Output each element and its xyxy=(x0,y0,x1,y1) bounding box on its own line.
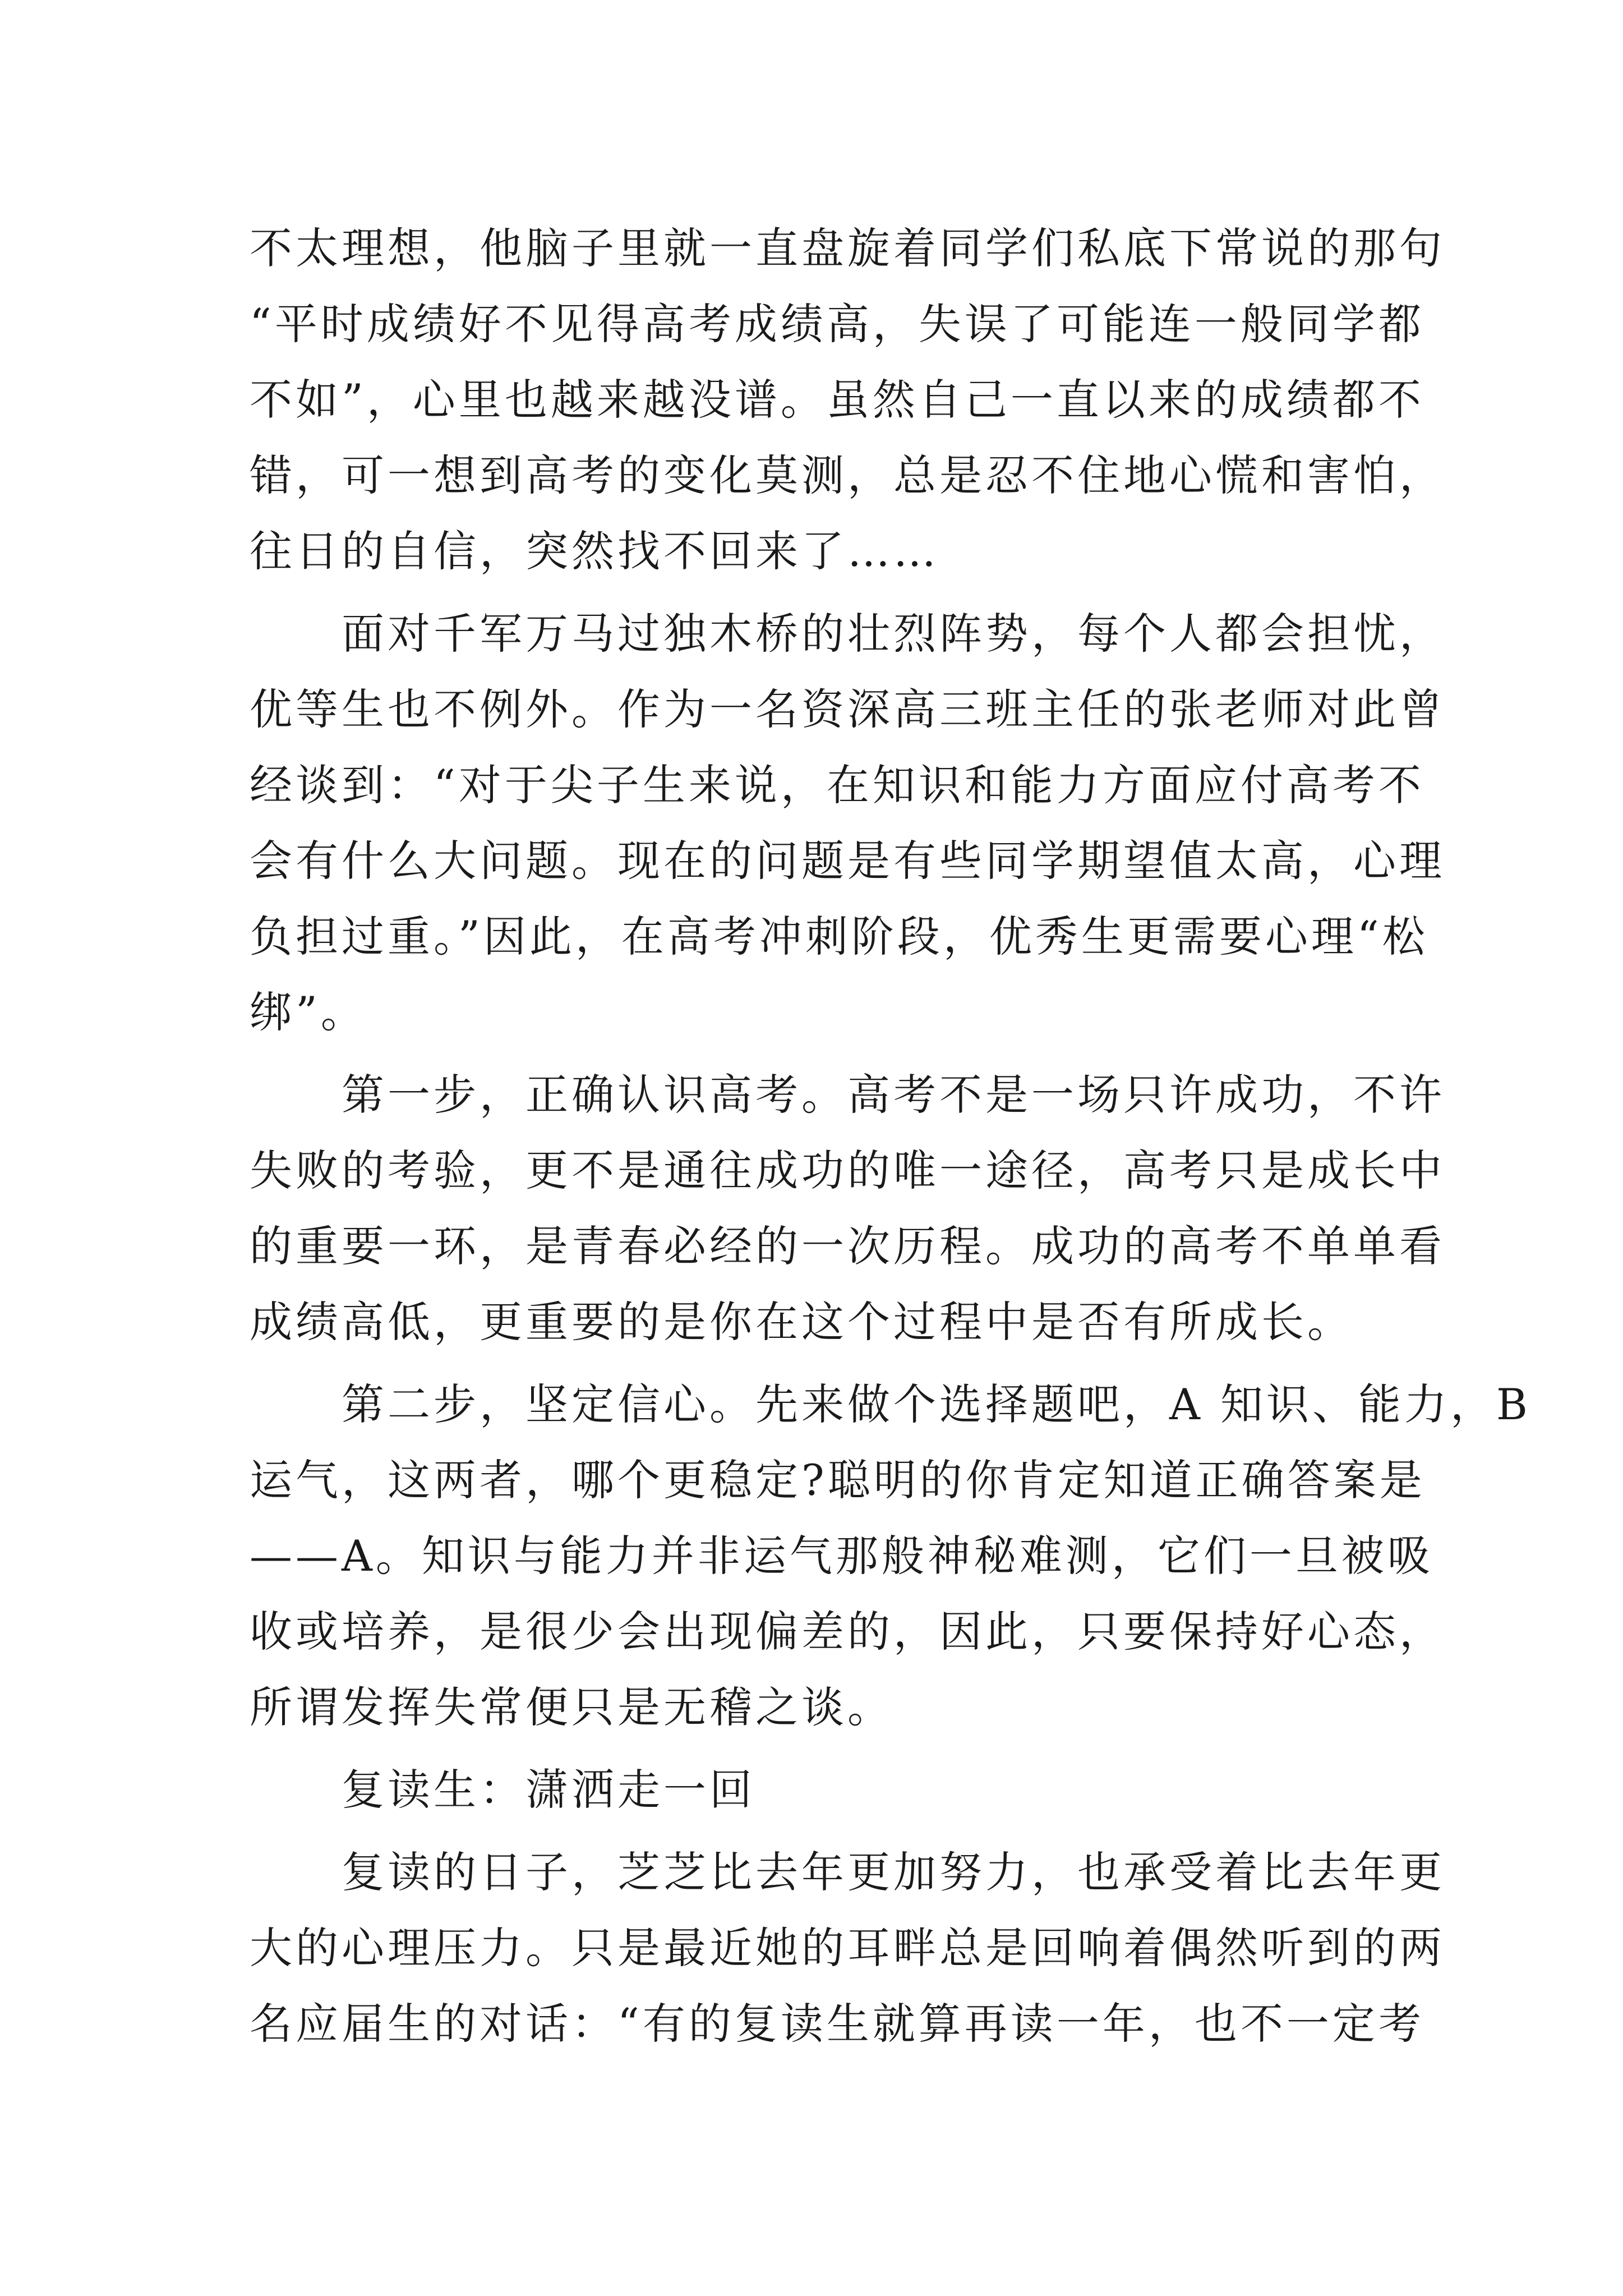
text-line: 运气，这两者，哪个更稳定?聪明的你肯定知道正确答案是 xyxy=(250,1455,1426,1505)
text-line: 名应届生的对话：“有的复读生就算再读一年，也不一定考 xyxy=(250,1999,1424,2049)
text-line: 会有什么大问题。现在的问题是有些同学期望值太高，心理 xyxy=(250,836,1445,886)
text-line: 第二步，坚定信心。先来做个选择题吧，A 知识、能力，B xyxy=(250,1379,1531,1429)
text-line: 负担过重。”因此，在高考冲刺阶段，优秀生更需要心理“松 xyxy=(250,912,1428,961)
text-line: 往日的自信，突然找不回来了…… xyxy=(250,526,939,576)
text-line: ——A。知识与能力并非运气那般神秘难测，它们一旦被吸 xyxy=(250,1531,1433,1581)
text-line: 优等生也不例外。作为一名资深高三班主任的张老师对此曾 xyxy=(250,684,1445,734)
text-line: 所谓发挥失常便只是无稽之谈。 xyxy=(250,1682,893,1732)
text-line: 大的心理压力。只是最近她的耳畔总是回响着偶然听到的两 xyxy=(250,1923,1445,1973)
text-line: “平时成绩好不见得高考成绩高，失误了可能连一般同学都 xyxy=(250,299,1424,349)
text-line: 经谈到：“对于尖子生来说，在知识和能力方面应付高考不 xyxy=(250,760,1424,810)
text-line: 复读的日子，芝芝比去年更加努力，也承受着比去年更 xyxy=(250,1847,1445,1897)
text-line: 错，可一想到高考的变化莫测，总是忍不住地心慌和害怕， xyxy=(250,450,1445,500)
text-line: 面对千军万马过独木桥的壮烈阵势，每个人都会担忧， xyxy=(250,609,1445,659)
text-line: 不太理想，他脑子里就一直盘旋着同学们私底下常说的那句 xyxy=(250,223,1445,273)
text-line: 的重要一环，是青春必经的一次历程。成功的高考不单单看 xyxy=(250,1221,1445,1271)
section-heading: 复读生：潇洒走一回 xyxy=(250,1765,755,1815)
text-line: 不如”，心里也越来越没谱。虽然自己一直以来的成绩都不 xyxy=(250,375,1424,425)
text-line: 第一步，正确认识高考。高考不是一场只许成功，不许 xyxy=(250,1070,1445,1120)
document-body xyxy=(250,210,1531,2062)
text-line: 成绩高低，更重要的是你在这个过程中是否有所成长。 xyxy=(250,1297,1353,1347)
text-line: 绑”。 xyxy=(250,987,367,1037)
text-line: 失败的考验，更不是通往成功的唯一途径，高考只是成长中 xyxy=(250,1145,1445,1195)
text-line: 收或培养，是很少会出现偏差的，因此，只要保持好心态， xyxy=(250,1607,1445,1657)
